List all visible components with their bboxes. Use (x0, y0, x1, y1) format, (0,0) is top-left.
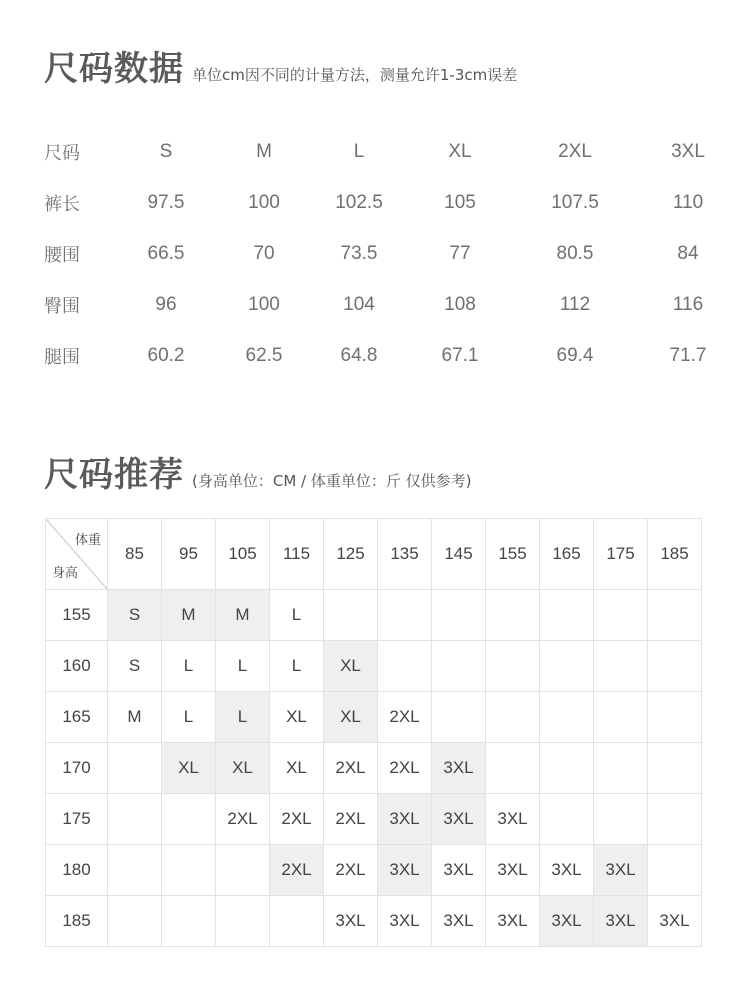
height-header-cell: 165 (46, 692, 108, 743)
size-cell (108, 794, 162, 845)
size-cell (270, 896, 324, 947)
size-cell (648, 641, 702, 692)
size-cell: L (216, 641, 270, 692)
corner-cell (46, 519, 108, 590)
height-header-cell: 160 (46, 641, 108, 692)
weight-header-cell: 165 (540, 519, 594, 590)
measurement-value: 67.1 (441, 345, 479, 366)
weight-header-cell: 135 (378, 519, 432, 590)
size-column-header: S (159, 141, 173, 162)
size-cell (486, 590, 540, 641)
size-column-header: XL (448, 141, 472, 162)
size-cell: L (270, 641, 324, 692)
size-recommendation-heading (44, 455, 472, 495)
size-recommendation-title: 尺码推荐 (44, 455, 184, 495)
size-cell: 2XL (324, 743, 378, 794)
size-cell: 3XL (432, 896, 486, 947)
measurement-value: 73.5 (340, 243, 378, 264)
measurement-value: 64.8 (340, 345, 378, 366)
weight-header-cell: 85 (108, 519, 162, 590)
measurement-label: 裤长 (44, 194, 80, 215)
measurement-value: 84 (677, 243, 699, 264)
weight-header-cell: 155 (486, 519, 540, 590)
table-row (46, 641, 702, 692)
measurement-label: 臀围 (44, 296, 80, 317)
size-cell: XL (324, 641, 378, 692)
size-cell: XL (216, 743, 270, 794)
size-cell: 3XL (486, 845, 540, 896)
size-cell (648, 845, 702, 896)
size-cell: XL (270, 692, 324, 743)
measurement-value: 66.5 (147, 243, 185, 264)
size-data-title: 尺码数据 (44, 49, 184, 89)
measurement-value: 62.5 (245, 345, 283, 366)
size-cell: 3XL (648, 896, 702, 947)
size-cell (648, 794, 702, 845)
size-cell: 3XL (594, 896, 648, 947)
size-cell: XL (324, 692, 378, 743)
size-cell: 3XL (594, 845, 648, 896)
size-cell (108, 845, 162, 896)
height-header-cell: 180 (46, 845, 108, 896)
weight-header-row (46, 519, 702, 590)
weight-header-cell: 125 (324, 519, 378, 590)
height-header-cell: 170 (46, 743, 108, 794)
size-cell (432, 590, 486, 641)
size-cell: S (108, 641, 162, 692)
size-cell (648, 590, 702, 641)
size-cell: 2XL (378, 743, 432, 794)
table-row (46, 794, 702, 845)
size-cell (594, 692, 648, 743)
measurement-value: 108 (444, 294, 476, 315)
size-cell (594, 641, 648, 692)
size-column-header: M (256, 141, 272, 162)
measurement-value: 97.5 (147, 192, 185, 213)
size-cell: 2XL (270, 794, 324, 845)
table-row (46, 845, 702, 896)
weight-header-cell: 175 (594, 519, 648, 590)
size-data-note: 单位cm因不同的计量方法，测量允许1-3cm误差 (192, 66, 518, 84)
size-cell (432, 692, 486, 743)
size-cell (108, 743, 162, 794)
size-header-label: 尺码 (44, 143, 80, 164)
size-recommendation-table (45, 518, 702, 947)
size-column-header: 3XL (671, 141, 705, 162)
size-cell: 3XL (486, 896, 540, 947)
table-row (46, 896, 702, 947)
size-cell (486, 641, 540, 692)
size-cell: M (108, 692, 162, 743)
size-cell: 3XL (540, 896, 594, 947)
measurement-value: 105 (444, 192, 476, 213)
size-cell: 3XL (378, 845, 432, 896)
size-data-table (0, 0, 750, 400)
size-cell (594, 794, 648, 845)
measurement-value: 116 (672, 294, 704, 315)
size-cell (324, 590, 378, 641)
height-header-cell: 155 (46, 590, 108, 641)
size-cell (540, 794, 594, 845)
size-cell: 3XL (378, 794, 432, 845)
measurement-value: 71.7 (669, 345, 707, 366)
size-cell (378, 641, 432, 692)
size-cell: L (216, 692, 270, 743)
size-column-header: L (353, 141, 365, 162)
height-axis-label: 身高 (52, 566, 79, 581)
size-cell (540, 743, 594, 794)
measurement-label: 腿围 (44, 347, 80, 368)
measurement-value: 102.5 (335, 192, 383, 213)
weight-header-cell: 105 (216, 519, 270, 590)
size-column-header: 2XL (558, 141, 592, 162)
size-cell: S (108, 590, 162, 641)
size-cell (540, 641, 594, 692)
measurement-value: 112 (559, 294, 591, 315)
size-cell: 3XL (432, 794, 486, 845)
size-cell: 3XL (486, 794, 540, 845)
size-cell (162, 845, 216, 896)
size-cell: L (162, 641, 216, 692)
size-cell (648, 743, 702, 794)
weight-header-cell: 185 (648, 519, 702, 590)
table-row (46, 692, 702, 743)
measurement-value: 96 (155, 294, 177, 315)
size-cell: 3XL (432, 743, 486, 794)
size-cell (216, 845, 270, 896)
size-cell: 3XL (378, 896, 432, 947)
height-header-cell: 175 (46, 794, 108, 845)
measurement-label: 腰围 (44, 245, 80, 266)
height-header-cell: 185 (46, 896, 108, 947)
measurement-value: 107.5 (551, 192, 599, 213)
measurement-value: 110 (672, 192, 704, 213)
measurement-value: 100 (248, 192, 280, 213)
size-cell: 3XL (324, 896, 378, 947)
size-cell: 2XL (324, 794, 378, 845)
size-cell: 2XL (324, 845, 378, 896)
size-cell: 3XL (540, 845, 594, 896)
size-cell: M (216, 590, 270, 641)
size-cell (216, 896, 270, 947)
size-cell (540, 590, 594, 641)
table-row (46, 590, 702, 641)
size-cell (486, 743, 540, 794)
size-cell (594, 590, 648, 641)
measurement-value: 104 (343, 294, 375, 315)
measurement-value: 100 (248, 294, 280, 315)
measurement-value: 69.4 (556, 345, 594, 366)
weight-axis-label: 体重 (74, 533, 101, 548)
measurement-value: 60.2 (147, 345, 185, 366)
weight-header-cell: 145 (432, 519, 486, 590)
weight-header-cell: 95 (162, 519, 216, 590)
size-cell: L (162, 692, 216, 743)
size-cell (540, 692, 594, 743)
size-cell (162, 794, 216, 845)
table-row (46, 743, 702, 794)
size-cell: M (162, 590, 216, 641)
size-cell (432, 641, 486, 692)
size-cell: 2XL (270, 845, 324, 896)
size-cell (378, 590, 432, 641)
size-cell: 3XL (432, 845, 486, 896)
size-cell: XL (270, 743, 324, 794)
size-cell (486, 692, 540, 743)
size-cell (648, 692, 702, 743)
size-cell (162, 896, 216, 947)
size-cell (108, 896, 162, 947)
size-cell (594, 743, 648, 794)
measurement-value: 77 (449, 243, 471, 264)
weight-header-cell: 115 (270, 519, 324, 590)
measurement-value: 70 (253, 243, 275, 264)
size-cell: 2XL (378, 692, 432, 743)
size-recommendation-note: (身高单位：CM / 体重单位：斤 仅供参考) (192, 472, 472, 490)
measurement-value: 80.5 (556, 243, 594, 264)
size-cell: L (270, 590, 324, 641)
size-cell: 2XL (216, 794, 270, 845)
size-cell: XL (162, 743, 216, 794)
